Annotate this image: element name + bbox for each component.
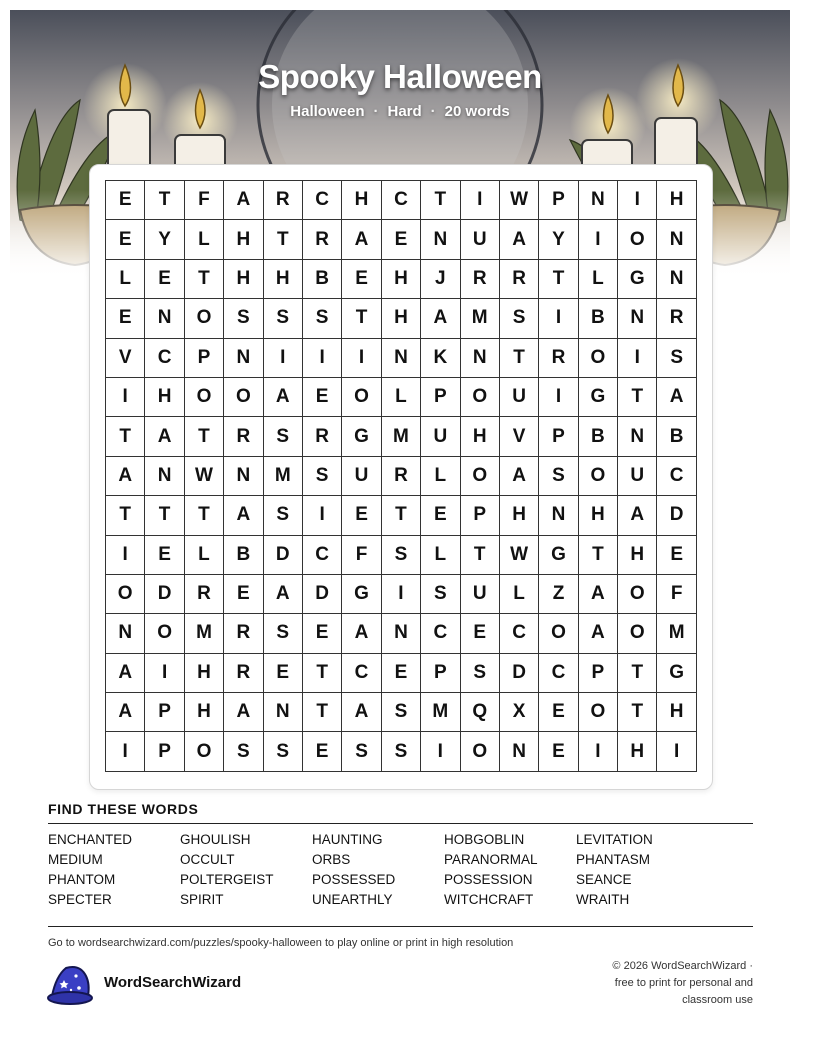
grid-cell[interactable]: A — [106, 456, 145, 495]
word-count-label: 20 words — [444, 103, 510, 120]
word-item: PARANORMAL — [444, 852, 538, 867]
grid-cell[interactable]: H — [618, 535, 657, 574]
grid-cell[interactable]: U — [499, 377, 538, 416]
grid-cell[interactable]: A — [263, 377, 302, 416]
grid-cell[interactable]: W — [499, 535, 538, 574]
word-item: SPIRIT — [180, 892, 224, 907]
grid-cell[interactable]: I — [657, 732, 696, 771]
grid-cell[interactable]: A — [342, 614, 381, 653]
grid-cell[interactable]: E — [657, 535, 696, 574]
brand-name: WordSearchWizard — [104, 974, 242, 991]
grid-cell[interactable]: B — [578, 417, 617, 456]
grid-cell[interactable]: O — [578, 456, 617, 495]
grid-cell[interactable]: A — [106, 653, 145, 692]
grid-cell[interactable]: S — [381, 732, 420, 771]
grid-cell[interactable]: V — [106, 338, 145, 377]
grid-cell[interactable]: G — [342, 574, 381, 613]
word-item: MEDIUM — [48, 852, 103, 867]
grid-cell[interactable]: N — [618, 299, 657, 338]
grid-cell[interactable]: H — [184, 693, 223, 732]
grid-cell[interactable]: S — [302, 456, 341, 495]
grid-cell[interactable]: T — [499, 338, 538, 377]
grid-cell[interactable]: Y — [539, 220, 578, 259]
grid-cell[interactable]: I — [106, 377, 145, 416]
grid-cell[interactable]: E — [224, 574, 263, 613]
grid-cell[interactable]: H — [263, 259, 302, 298]
grid-cell[interactable]: P — [460, 496, 499, 535]
grid-row — [106, 732, 697, 771]
grid-cell[interactable]: D — [302, 574, 341, 613]
grid-cell[interactable]: O — [184, 732, 223, 771]
grid-cell[interactable]: L — [578, 259, 617, 298]
grid-cell[interactable]: O — [578, 693, 617, 732]
grid-cell[interactable]: O — [145, 614, 184, 653]
copyright-line: free to print for personal and — [614, 977, 753, 989]
difficulty-label: Hard — [387, 103, 422, 120]
word-item: ORBS — [312, 852, 351, 867]
grid-cell[interactable]: C — [657, 456, 696, 495]
grid-cell[interactable]: I — [263, 338, 302, 377]
grid-cell[interactable]: O — [539, 614, 578, 653]
grid-cell[interactable]: I — [539, 377, 578, 416]
grid-row — [106, 259, 697, 298]
grid-cell[interactable]: T — [421, 181, 460, 220]
grid-cell[interactable]: L — [184, 535, 223, 574]
grid-cell[interactable]: A — [342, 220, 381, 259]
letter-grid — [105, 180, 697, 772]
grid-cell[interactable]: H — [499, 496, 538, 535]
wizard-hat-icon — [46, 962, 94, 1006]
separator-dot: · — [430, 103, 436, 120]
grid-cell[interactable]: E — [381, 653, 420, 692]
grid-cell[interactable]: P — [421, 377, 460, 416]
grid-cell[interactable]: C — [381, 181, 420, 220]
grid-cell[interactable]: S — [460, 653, 499, 692]
grid-cell[interactable]: P — [184, 338, 223, 377]
word-item: POSSESSION — [444, 872, 533, 887]
word-item: POSSESSED — [312, 872, 396, 887]
grid-cell[interactable]: T — [460, 535, 499, 574]
grid-cell[interactable]: P — [421, 653, 460, 692]
grid-cell[interactable]: D — [145, 574, 184, 613]
copyright-line: © 2026 WordSearchWizard · — [612, 960, 753, 972]
grid-cell[interactable]: A — [657, 377, 696, 416]
grid-cell[interactable]: A — [224, 693, 263, 732]
grid-cell[interactable]: F — [342, 535, 381, 574]
grid-row — [106, 456, 697, 495]
grid-cell[interactable]: S — [381, 693, 420, 732]
grid-cell[interactable]: N — [145, 456, 184, 495]
grid-cell[interactable]: P — [145, 693, 184, 732]
grid-cell[interactable]: T — [342, 299, 381, 338]
grid-cell[interactable]: O — [618, 220, 657, 259]
grid-cell[interactable]: X — [499, 693, 538, 732]
grid-cell[interactable]: T — [302, 653, 341, 692]
grid-row — [106, 338, 697, 377]
grid-cell[interactable]: O — [460, 732, 499, 771]
grid-cell[interactable]: A — [106, 693, 145, 732]
grid-cell[interactable]: I — [578, 220, 617, 259]
grid-cell[interactable]: R — [657, 299, 696, 338]
grid-cell[interactable]: S — [539, 456, 578, 495]
grid-cell[interactable]: I — [106, 732, 145, 771]
grid-cell[interactable]: T — [263, 220, 302, 259]
grid-cell[interactable]: T — [618, 693, 657, 732]
grid-cell[interactable]: C — [302, 181, 341, 220]
grid-row — [106, 181, 697, 220]
grid-cell[interactable]: I — [421, 732, 460, 771]
grid-cell[interactable]: C — [342, 653, 381, 692]
grid-cell[interactable]: E — [342, 259, 381, 298]
grid-cell[interactable]: U — [421, 417, 460, 456]
grid-cell[interactable]: H — [460, 417, 499, 456]
grid-cell[interactable]: T — [106, 496, 145, 535]
grid-cell[interactable]: L — [421, 456, 460, 495]
word-item: SPECTER — [48, 892, 112, 907]
grid-cell[interactable]: R — [460, 259, 499, 298]
grid-cell[interactable]: R — [302, 220, 341, 259]
grid-cell[interactable]: R — [499, 259, 538, 298]
grid-cell[interactable]: C — [499, 614, 538, 653]
grid-cell[interactable]: N — [224, 338, 263, 377]
grid-cell[interactable]: A — [499, 220, 538, 259]
grid-cell[interactable]: H — [145, 377, 184, 416]
grid-cell[interactable]: T — [618, 377, 657, 416]
grid-cell[interactable]: T — [539, 259, 578, 298]
grid-cell[interactable]: G — [342, 417, 381, 456]
grid-cell[interactable]: U — [342, 456, 381, 495]
word-item: UNEARTHLY — [312, 892, 393, 907]
word-item: PHANTASM — [576, 852, 651, 867]
grid-cell[interactable]: R — [539, 338, 578, 377]
grid-cell[interactable]: H — [381, 299, 420, 338]
grid-cell[interactable]: E — [145, 259, 184, 298]
grid-cell[interactable]: H — [657, 693, 696, 732]
grid-cell[interactable]: R — [263, 181, 302, 220]
word-item: PHANTOM — [48, 872, 116, 887]
grid-cell[interactable]: D — [263, 535, 302, 574]
grid-cell[interactable]: E — [106, 181, 145, 220]
grid-cell[interactable]: G — [539, 535, 578, 574]
grid-cell[interactable]: B — [224, 535, 263, 574]
grid-cell[interactable]: T — [145, 496, 184, 535]
grid-cell[interactable]: A — [342, 693, 381, 732]
grid-cell[interactable]: A — [578, 614, 617, 653]
grid-cell[interactable]: R — [302, 417, 341, 456]
grid-cell[interactable]: I — [145, 653, 184, 692]
grid-cell[interactable]: E — [106, 220, 145, 259]
grid-cell[interactable]: S — [302, 299, 341, 338]
grid-cell[interactable]: O — [618, 614, 657, 653]
grid-cell[interactable]: I — [578, 732, 617, 771]
grid-cell[interactable]: C — [421, 614, 460, 653]
grid-cell[interactable]: U — [460, 574, 499, 613]
grid-cell[interactable]: O — [224, 377, 263, 416]
grid-cell[interactable]: P — [145, 732, 184, 771]
grid-cell[interactable]: R — [224, 653, 263, 692]
grid-cell[interactable]: N — [657, 220, 696, 259]
grid-cell[interactable]: I — [460, 181, 499, 220]
grid-cell[interactable]: S — [224, 732, 263, 771]
grid-cell[interactable]: L — [381, 377, 420, 416]
grid-cell[interactable]: M — [421, 693, 460, 732]
grid-cell[interactable]: E — [302, 614, 341, 653]
word-list-heading: FIND THESE WORDS — [48, 801, 199, 817]
word-item: HOBGOBLIN — [444, 832, 525, 847]
grid-cell[interactable]: I — [302, 496, 341, 535]
grid-cell[interactable]: A — [578, 574, 617, 613]
grid-cell[interactable]: N — [499, 732, 538, 771]
grid-cell[interactable]: M — [381, 417, 420, 456]
grid-cell[interactable]: E — [302, 732, 341, 771]
grid-cell[interactable]: M — [460, 299, 499, 338]
grid-cell[interactable]: T — [618, 653, 657, 692]
grid-cell[interactable]: F — [657, 574, 696, 613]
grid-cell[interactable]: I — [618, 181, 657, 220]
grid-cell[interactable]: N — [618, 417, 657, 456]
divider — [48, 926, 753, 927]
play-online-link[interactable]: Go to wordsearchwizard.com/puzzles/spooky-halloween to play online or print in high resolution — [48, 937, 514, 949]
grid-cell[interactable]: C — [302, 535, 341, 574]
grid-cell[interactable]: D — [499, 653, 538, 692]
grid-cell[interactable]: H — [381, 259, 420, 298]
grid-cell[interactable]: T — [145, 181, 184, 220]
grid-cell[interactable]: S — [263, 732, 302, 771]
grid-row — [106, 614, 697, 653]
grid-cell[interactable]: I — [106, 535, 145, 574]
grid-row — [106, 377, 697, 416]
grid-cell[interactable]: L — [499, 574, 538, 613]
word-item: HAUNTING — [312, 832, 383, 847]
grid-cell[interactable]: O — [618, 574, 657, 613]
grid-cell[interactable]: I — [302, 338, 341, 377]
grid-cell[interactable]: N — [263, 693, 302, 732]
grid-cell[interactable]: N — [381, 614, 420, 653]
grid-cell[interactable]: R — [224, 417, 263, 456]
word-item: ENCHANTED — [48, 832, 133, 847]
grid-cell[interactable]: H — [224, 220, 263, 259]
grid-cell[interactable]: K — [421, 338, 460, 377]
grid-cell[interactable]: A — [224, 496, 263, 535]
grid-cell[interactable]: E — [263, 653, 302, 692]
grid-cell[interactable]: V — [499, 417, 538, 456]
grid-cell[interactable]: N — [106, 614, 145, 653]
word-list — [48, 832, 753, 908]
word-item: LEVITATION — [576, 832, 653, 847]
category-label: Halloween — [290, 103, 365, 120]
grid-cell[interactable]: L — [184, 220, 223, 259]
grid-cell[interactable]: S — [224, 299, 263, 338]
copyright-line: classroom use — [682, 994, 753, 1006]
word-item: POLTERGEIST — [180, 872, 274, 887]
grid-cell[interactable]: P — [578, 653, 617, 692]
grid-cell[interactable]: R — [184, 574, 223, 613]
grid-cell[interactable]: I — [539, 299, 578, 338]
grid-cell[interactable]: S — [421, 574, 460, 613]
grid-cell[interactable]: T — [578, 535, 617, 574]
grid-cell[interactable]: L — [421, 535, 460, 574]
grid-cell[interactable]: B — [578, 299, 617, 338]
grid-cell[interactable]: E — [539, 693, 578, 732]
grid-cell[interactable]: L — [106, 259, 145, 298]
grid-cell[interactable]: U — [460, 220, 499, 259]
grid-cell[interactable]: E — [381, 220, 420, 259]
grid-cell[interactable]: G — [618, 259, 657, 298]
page-title: Spooky Halloween — [258, 58, 542, 95]
grid-cell[interactable]: D — [657, 496, 696, 535]
word-item: WITCHCRAFT — [444, 892, 534, 907]
grid-cell[interactable]: H — [578, 496, 617, 535]
grid-cell[interactable]: O — [460, 456, 499, 495]
grid-cell[interactable]: E — [342, 496, 381, 535]
grid-cell[interactable]: O — [184, 377, 223, 416]
grid-cell[interactable]: H — [657, 181, 696, 220]
grid-cell[interactable]: S — [263, 614, 302, 653]
grid-cell[interactable]: B — [657, 417, 696, 456]
grid-cell[interactable]: N — [145, 299, 184, 338]
grid-cell[interactable]: W — [499, 181, 538, 220]
grid-cell[interactable]: U — [618, 456, 657, 495]
grid-cell[interactable]: J — [421, 259, 460, 298]
grid-cell[interactable]: E — [460, 614, 499, 653]
grid-cell[interactable]: I — [342, 338, 381, 377]
grid-cell[interactable]: E — [106, 299, 145, 338]
grid-cell[interactable]: W — [184, 456, 223, 495]
grid-cell[interactable]: S — [499, 299, 538, 338]
grid-cell[interactable]: P — [539, 181, 578, 220]
grid-cell[interactable]: O — [184, 299, 223, 338]
grid-cell[interactable]: T — [106, 417, 145, 456]
grid-cell[interactable]: A — [224, 181, 263, 220]
grid-cell[interactable]: O — [106, 574, 145, 613]
grid-cell[interactable]: T — [302, 693, 341, 732]
grid-cell[interactable]: S — [263, 417, 302, 456]
grid-cell[interactable]: I — [381, 574, 420, 613]
copyright-notice — [560, 958, 753, 1009]
grid-cell[interactable]: H — [184, 653, 223, 692]
separator-dot: · — [373, 103, 379, 120]
grid-cell[interactable]: M — [184, 614, 223, 653]
grid-cell[interactable]: H — [224, 259, 263, 298]
grid-cell[interactable]: N — [381, 338, 420, 377]
grid-row — [106, 496, 697, 535]
grid-cell[interactable]: A — [618, 496, 657, 535]
word-item: GHOULISH — [180, 832, 251, 847]
grid-cell[interactable]: P — [539, 417, 578, 456]
grid-cell[interactable]: Z — [539, 574, 578, 613]
grid-cell[interactable]: F — [184, 181, 223, 220]
grid-cell[interactable]: N — [224, 456, 263, 495]
grid-row — [106, 299, 697, 338]
grid-cell[interactable]: G — [578, 377, 617, 416]
grid-cell[interactable]: I — [618, 338, 657, 377]
grid-cell[interactable]: N — [421, 220, 460, 259]
grid-cell[interactable]: N — [657, 259, 696, 298]
grid-cell[interactable]: M — [263, 456, 302, 495]
grid-cell[interactable]: A — [499, 456, 538, 495]
grid-cell[interactable]: Y — [145, 220, 184, 259]
grid-row — [106, 417, 697, 456]
grid-cell[interactable]: O — [460, 377, 499, 416]
grid-cell[interactable]: A — [263, 574, 302, 613]
grid-cell[interactable]: Q — [460, 693, 499, 732]
grid-cell[interactable]: R — [224, 614, 263, 653]
word-item: SEANCE — [576, 872, 632, 887]
grid-row — [106, 535, 697, 574]
word-item: OCCULT — [180, 852, 235, 867]
puzzle-meta — [0, 103, 800, 120]
grid-row — [106, 220, 697, 259]
grid-cell[interactable]: C — [145, 338, 184, 377]
grid-cell[interactable]: G — [657, 653, 696, 692]
puzzle-grid-card — [89, 164, 713, 790]
grid-cell[interactable]: B — [302, 259, 341, 298]
grid-cell[interactable]: E — [302, 377, 341, 416]
grid-cell[interactable]: S — [342, 732, 381, 771]
grid-cell[interactable]: O — [342, 377, 381, 416]
grid-cell[interactable]: E — [539, 732, 578, 771]
grid-cell[interactable]: M — [657, 614, 696, 653]
grid-cell[interactable]: C — [539, 653, 578, 692]
grid-cell[interactable]: T — [184, 417, 223, 456]
grid-cell[interactable]: S — [263, 299, 302, 338]
grid-row — [106, 653, 697, 692]
grid-cell[interactable]: T — [184, 496, 223, 535]
grid-cell[interactable]: S — [657, 338, 696, 377]
grid-cell[interactable]: H — [342, 181, 381, 220]
grid-cell[interactable]: T — [184, 259, 223, 298]
grid-cell[interactable]: N — [460, 338, 499, 377]
grid-cell[interactable]: N — [539, 496, 578, 535]
grid-cell[interactable]: E — [145, 535, 184, 574]
grid-cell[interactable]: N — [578, 181, 617, 220]
grid-cell[interactable]: A — [421, 299, 460, 338]
grid-row — [106, 693, 697, 732]
grid-cell[interactable]: T — [381, 496, 420, 535]
grid-cell[interactable]: H — [618, 732, 657, 771]
grid-cell[interactable]: O — [578, 338, 617, 377]
divider — [48, 823, 753, 824]
grid-cell[interactable]: S — [381, 535, 420, 574]
grid-row — [106, 574, 697, 613]
grid-cell[interactable]: E — [421, 496, 460, 535]
grid-cell[interactable]: A — [145, 417, 184, 456]
grid-cell[interactable]: S — [263, 496, 302, 535]
grid-cell[interactable]: R — [381, 456, 420, 495]
word-item: WRAITH — [576, 892, 630, 907]
